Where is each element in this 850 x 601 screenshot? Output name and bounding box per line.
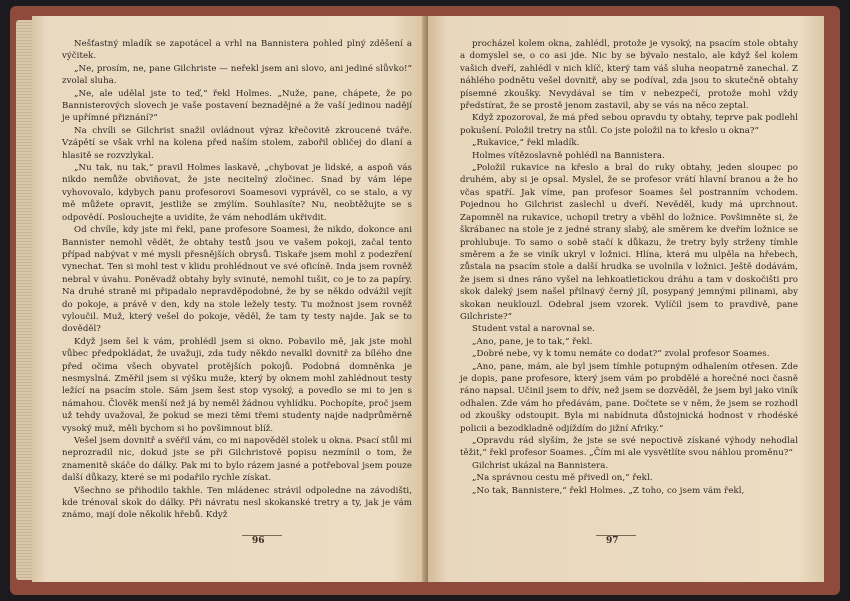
left-page: [32, 16, 428, 582]
page-number: 96: [252, 536, 265, 546]
paragraph: „Nu tak, nu tak,“ pravil Holmes laskavě, „chybovat je lidské, a aspoň vás nikdo nemůže obviňovat, že jste necitelný zločinec. Snad by vám lépe vyhovovalo, kdybych panu profesorovi Soamesovi vyprávěl, co se stalo, a vy mě můžete opravit, jestliže se zmýlím. Souhlasíte? Nu, neobtěžujte se s odpovědí. Poslouchejte a uvidíte, že vám nehodlám ukřivdit.: [62, 163, 412, 223]
left-page-text: [62, 38, 412, 522]
paragraph: „Dobré nebe, vy k tomu nemáte co dodat?“ zvolal profesor Soames.: [472, 349, 770, 360]
paragraph: Všechno se přihodilo takhle. Ten mládenec strávil odpoledne na závodišti, kde trénoval skok do dálky. Při návratu nesl skokanské tretry a ty, jak je vám známo, mají dole několik hřebů. Když: [62, 485, 412, 521]
paragraph: „Ano, pane, mám, ale byl jsem tímhle potupným odhalením otřesen. Zde je dopis, pane profesore, který jsem vám po probdělé a horečné noci časně ráno napsal. Učinil jsem to dřív, než jsem se dozvěděl, že jsem byl jako viník odhalen. Zde vám ho předávám, pane. Dočtete se v něm, že jsem se rozhodl od zkoušky odstoupit. Byla mi nabídnuta důstojnická hodnost v rhodéské policii a bezodkladně odjíždím do jižní Afriky.“: [460, 361, 798, 434]
paragraph: „Ne, prosím, ne, pane Gilchriste — neřekl jsem ani slovo, ani jediné slůvko!“ zvolal sluha.: [62, 63, 412, 87]
paragraph: Od chvíle, kdy jste mi řekl, pane profesore Soamesi, že nikdo, dokonce ani Bannister nemohl vědět, že obtahy testů jsou ve vašem pokoji, začal tento případ nabývat v mé mysli přesnějších obrysů. Tiskaře jsem mohl z podezření vynechat. Ten si mohl test v klidu prohlédnout ve své oficíně. Inda jsem rovněž nebral v úvahu. Poněvadž obtahy byly svinuté, nemohl tušit, co je to za papíry. Na druhé straně mi připadalo nepravděpodobné, že by se někdo odvážil vejít do pokoje, a právě v den, kdy na stole ležely testy. Tu možnost jsem rovněž vyloučil. Muž, který vešel do pokoje, věděl, že tam ty testy najde. Jak se to dověděl?: [62, 225, 412, 335]
paragraph: Na chvíli se Gilchrist snažil ovládnout výraz křečovitě zkroucené tváře. Vzápětí se však vrhl na kolena před naším stolem, zabořil obličej do dlaní a hlasitě se rozvzlykal.: [62, 125, 412, 161]
right-page-text: [460, 38, 798, 497]
paragraph: Holmes vítězoslavně pohlédl na Bannistera.: [472, 150, 665, 161]
paragraph: procházel kolem okna, zahlédl, protože je vysoký, na psacím stole obtahy a domyslel se, o co asi jde. Nic by se bývalo nestalo, ale když šel kolem vašich dveří, zahlédl v nich klíč, který tam váš sluha neopatrně zanechal. Z náhlého podnětu vešel dovnitř, aby se podíval, zda jsou to skutečně obtahy písemné zkoušky. Nevydával se tím v nebezpečí, protože mohl vždy předstírat, že se prostě jenom zastavil, aby se vás na něco zeptal.: [460, 39, 798, 112]
right-page: [428, 16, 824, 582]
page-edges: [16, 20, 32, 580]
paragraph: Když jsem šel k vám, prohlédl jsem si okno. Pobavilo mě, jak jste mohl vůbec předpokládat, že uvažuji, zda tudy někdo nevalkl dovnitř za bílého dne před očima všech obyvatel protějších pokojů. Podobná domněnka je nesmyslná. Změřil jsem si výšku muže, který by oknem mohl zahlédnout testy ležící na psacím stole. Sám jsem šest stop vysoký, a povedlo se mi to jen s námahou. Člověk menší než já by neměl žádnou vyhlídku. Pochopíte, proč jsem už tehdy uvažoval, že pokud se mezi těmi třemi studenty najde nadprůměrně vysoký muž, měli bychom si ho povšimnout blíž.: [62, 336, 412, 434]
paragraph: Nešťastný mladík se zapotácel a vrhl na Bannistera pohled plný zděšení a výčitek.: [62, 39, 412, 62]
paragraph: Gilchrist ukázal na Bannistera.: [472, 460, 609, 471]
page-number: 97: [606, 536, 619, 546]
paragraph: Vešel jsem dovnitř a svěřil vám, co mi napověděl stolek u okna. Psací stůl mi neprozradil nic, dokud jste se při Gilchristově popisu nezmínil o tom, že znamenitě skáče do dálky. Pak mi to bylo rázem jasné a potřeboval jsem pouze další důkazy, které se mi podařilo rychle získat.: [62, 436, 412, 484]
paragraph: Když zpozoroval, že má před sebou opravdu ty obtahy, teprve pak podlehl pokušení. Položil tretry na stůl. Co jste položil na to křeslo u okna?“: [460, 113, 798, 136]
paragraph: „Na správnou cestu mě přivedl on,“ řekl.: [472, 473, 653, 484]
paragraph: Student vstal a narovnal se.: [472, 324, 595, 335]
paragraph: „Rukavice,“ řekl mladík.: [472, 138, 580, 149]
paragraph: „No tak, Bannistere,“ řekl Holmes. „Z toho, co jsem vám řekl,: [472, 485, 745, 496]
paragraph: „Ne, ale udělal jste to teď,“ řekl Holmes. „Nuže, pane, chápete, že po Bannisterových slovech je vaše postavení beznadějné a že vaší jedinou nadějí je upřímné přiznání?“: [62, 88, 412, 124]
paragraph: „Opravdu rád slyším, že jste se své nepoctivě získané výhody nehodlal těžit,“ řekl profesor Soames. „Čím mi ale vysvětlíte svou náhlou proměnu?“: [460, 436, 798, 459]
open-book: [10, 6, 840, 595]
paragraph: „Položil rukavice na křeslo a bral do ruky obtahy, jeden sloupec po druhém, aby si je opsal. Myslel, že se profesor vrátí hlavní branou a že ho včas spatří. Jak víme, pan profesor Soames šel postranním vchodem. Pojednou ho Gilchrist zaslechl u dveří. Nevěděl, kudy má uprchnout. Zapomněl na rukavice, uchopil tretry a vběhl do ložnice. Povšimněte si, že škrábanec na stole je z jedné strany slabý, ale směrem ke dveřím ložnice se prohlubuje. To samo o sobě stačí k důkazu, že tretry byly strženy tímhle směrem a že se viník ukryl v ložnici. Hlína, která mu ulpěla na hřebech, zůstala na psacím stole a další hrudka se uvolnila v ložnici. Ještě dodávám, že jsem si dnes ráno vyšel na lehkoatletickou dráhu a tam v doskočišti pro skok daleký jsem našel přilnavý černý jíl, posypaný jemnými pilinami, aby skokan neuklouzl. Odebral jsem vzorek. Vylíčil jsem to pravdivě, pane Gilchriste?“: [460, 163, 798, 322]
paragraph: „Ano, pane, je to tak,“ řekl.: [472, 336, 593, 347]
